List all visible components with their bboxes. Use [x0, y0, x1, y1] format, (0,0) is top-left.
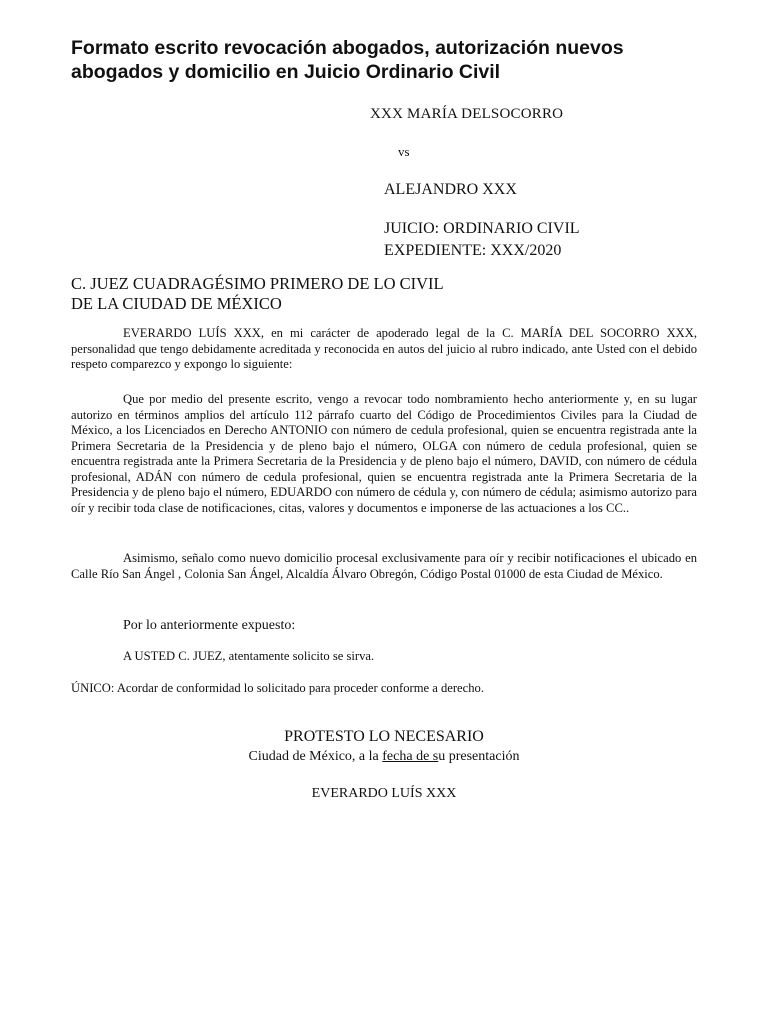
paragraph-authorization: Que por medio del presente escrito, vengo a revocar todo nombramiento hecho anteriormente y, en su lugar autorizo en términos amplios del artículo 112 párrafo cuarto del Código de Procedimientos Civiles para la Ciudad de México, a los Licenciados en Derecho ANTONIO con número de cedula profesional, quien se encuentra registrada ante la Primera Secretaria de la Presidencia y de pleno bajo el número, OLGA con número de cedula profesional, quien se encuentra registrada ante la Primera Secretaria de la Presidencia y de pleno bajo el número, DAVID, con número de cédula profesional, ADÁN con número de cedula profesional, quien se encuentra registrada ante la Primera Secretaria de la Presidencia y de pleno bajo el número, EDUARDO con número de cédula y, con número de cédula; asimismo autorizo para oír y recibir toda clase de notificaciones, citas, valores y documentos e imponerse de las actuaciones a los CC.. [71, 392, 697, 515]
paragraph-domicile: Asimismo, señalo como nuevo domicilio procesal exclusivamente para oír y recibir notificaciones el ubicado en Calle Río San Ángel , Colonia San Ángel, Alcaldía Álvaro Obregón, Código Postal 01000 de esta Ciudad de México. [71, 551, 697, 581]
case-type: JUICIO: ORDINARIO CIVIL [384, 220, 580, 237]
place-date-suffix: u presentación [438, 749, 520, 764]
date-link[interactable]: fecha de s [382, 749, 439, 764]
addressee-line-1: C. JUEZ CUADRAGÉSIMO PRIMERO DE LO CIVIL [71, 274, 444, 293]
protesto-heading: PROTESTO LO NECESARIO [284, 728, 484, 745]
paragraph-appearance: EVERARDO LUÍS XXX, en mi carácter de apoderado legal de la C. MARÍA DEL SOCORRO XXX, personalidad que tengo debidamente acreditada y reconocida en autos del juicio al rubro indicado, ante Usted con el debido respeto comparezco y expongo lo siguiente: [71, 326, 697, 371]
document-title: Formato escrito revocación abogados, autorización nuevos abogados y domicilio en Juicio Ordinario Civil [71, 37, 624, 83]
unico-line: ÚNICO: Acordar de conformidad lo solicitado para proceder conforme a derecho. [71, 681, 484, 695]
defendant-name: ALEJANDRO XXX [384, 181, 517, 198]
place-date-line [0, 748, 768, 766]
signer-name: EVERARDO LUÍS XXX [311, 786, 457, 801]
addressee [71, 274, 444, 314]
plaintiff-name: XXX MARÍA DELSOCORRO [370, 106, 564, 122]
addressee-line-2: DE LA CIUDAD DE MÉXICO [71, 294, 282, 313]
versus-label: vs [398, 144, 410, 159]
place-date-prefix: Ciudad de México, a la [248, 749, 383, 764]
case-number: EXPEDIENTE: XXX/2020 [384, 242, 562, 259]
closing-phrase: Por lo anteriormente expuesto: [123, 618, 296, 633]
request-line: A USTED C. JUEZ, atentamente solicito se sirva. [123, 649, 375, 663]
